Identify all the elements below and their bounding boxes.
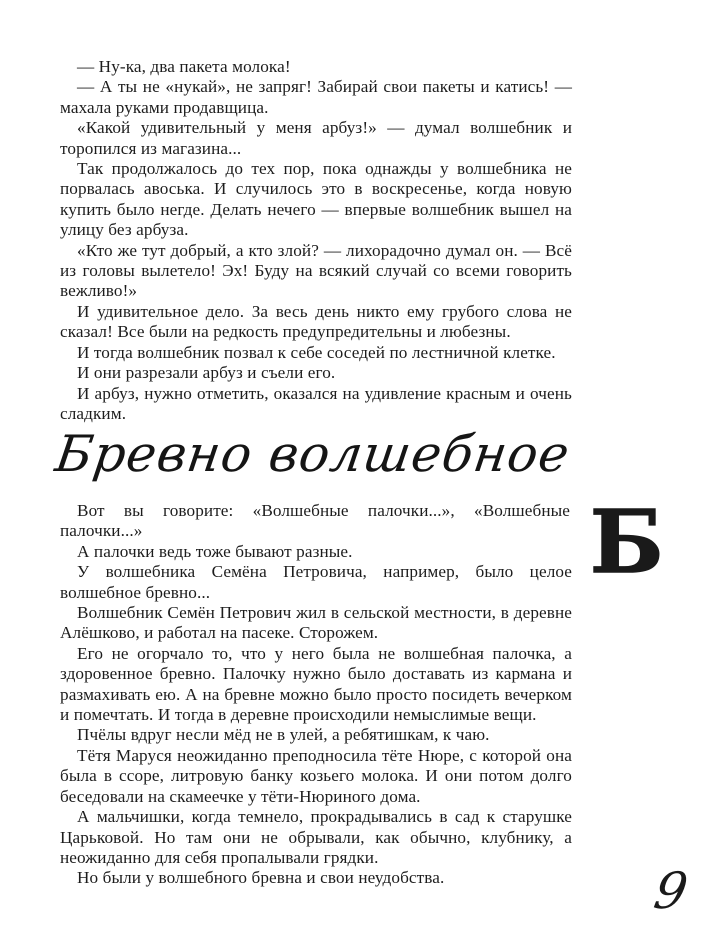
- paragraph: Но были у волшебного бревна и свои неудобства.: [77, 868, 445, 888]
- paragraph: Пчёлы вдруг несли мёд не в улей, а ребятишкам, к чаю.: [77, 725, 490, 745]
- paragraph: И удивительное дело. За весь день никто ему грубого слова не сказал! Все были на редкость предупредительны и любезны.: [60, 301, 572, 342]
- paragraph: А мальчишки, когда темнело, прокрадывались в сад к старушке Царьковой. Но там они не обрывали, как обычно, клубнику, а неожиданно для себя пропалывали грядки.: [60, 807, 572, 867]
- text-block-bottom: [60, 501, 572, 889]
- chapter-title: Бревно волшебное: [51, 425, 574, 483]
- page-number: 9: [649, 862, 692, 920]
- paragraph: И арбуз, нужно отметить, оказался на удивление красным и очень сладким.: [60, 383, 572, 423]
- paragraph: — А ты не «нукай», не запряг! Забирай свои пакеты и катись! — махала руками продавщица.: [60, 77, 572, 117]
- paragraph: Так продолжалось до тех пор, пока однажды у волшебника не порвалась авоська. И случилось это в воскресенье, когда новую купить было негде. Делать нечего — впервые волшебник вышел на улицу без арбуза.: [60, 159, 572, 240]
- paragraph: И тогда волшебник позвал к себе соседей по лестничной клетке.: [77, 342, 556, 362]
- drop-cap-glyph: Б: [590, 496, 664, 582]
- paragraph: Волшебник Семён Петрович жил в сельской местности, в деревне Алёшково, и работал на пасеке. Сторожем.: [60, 603, 572, 643]
- paragraph: Его не огорчало то, что у него была не волшебная палочка, а здоровенное бревно. Палочку нужно было доставать из кармана и размахивать ею. А на бревне можно было просто посидеть вечерком и помечтать. И тогда в деревне происходили немыслимые вещи.: [60, 643, 572, 725]
- text-block-top: [60, 57, 572, 424]
- paragraph: И они разрезали арбуз и съели его.: [77, 363, 336, 383]
- paragraph: У волшебника Семёна Петровича, например, было целое волшебное бревно...: [60, 562, 572, 602]
- drop-cap-letter: [586, 496, 670, 582]
- paragraph: Тётя Маруся неожиданно преподносила тёте Нюре, с которой она была в ссоре, литровую банку козьего молока. И они потом долго беседовали на скамеечке у тёти-Нюриного дома.: [60, 745, 572, 806]
- paragraph: «Какой удивительный у меня арбуз!» — думал волшебник и торопился из магазина...: [60, 118, 572, 158]
- paragraph: «Кто же тут добрый, а кто злой? — лихорадочно думал он. — Всё из головы вылетело! Эх! Буду на всякий случай со всеми говорить вежливо!»: [60, 240, 572, 301]
- drop-cap-graphic: [586, 496, 670, 582]
- paragraph: Вот вы говорите: «Волшебные палочки...», «Волшебные палочки...»: [60, 501, 570, 541]
- paragraph: — Ну-ка, два пакета молока!: [77, 57, 291, 76]
- paragraph: А палочки ведь тоже бывают разные.: [77, 541, 353, 561]
